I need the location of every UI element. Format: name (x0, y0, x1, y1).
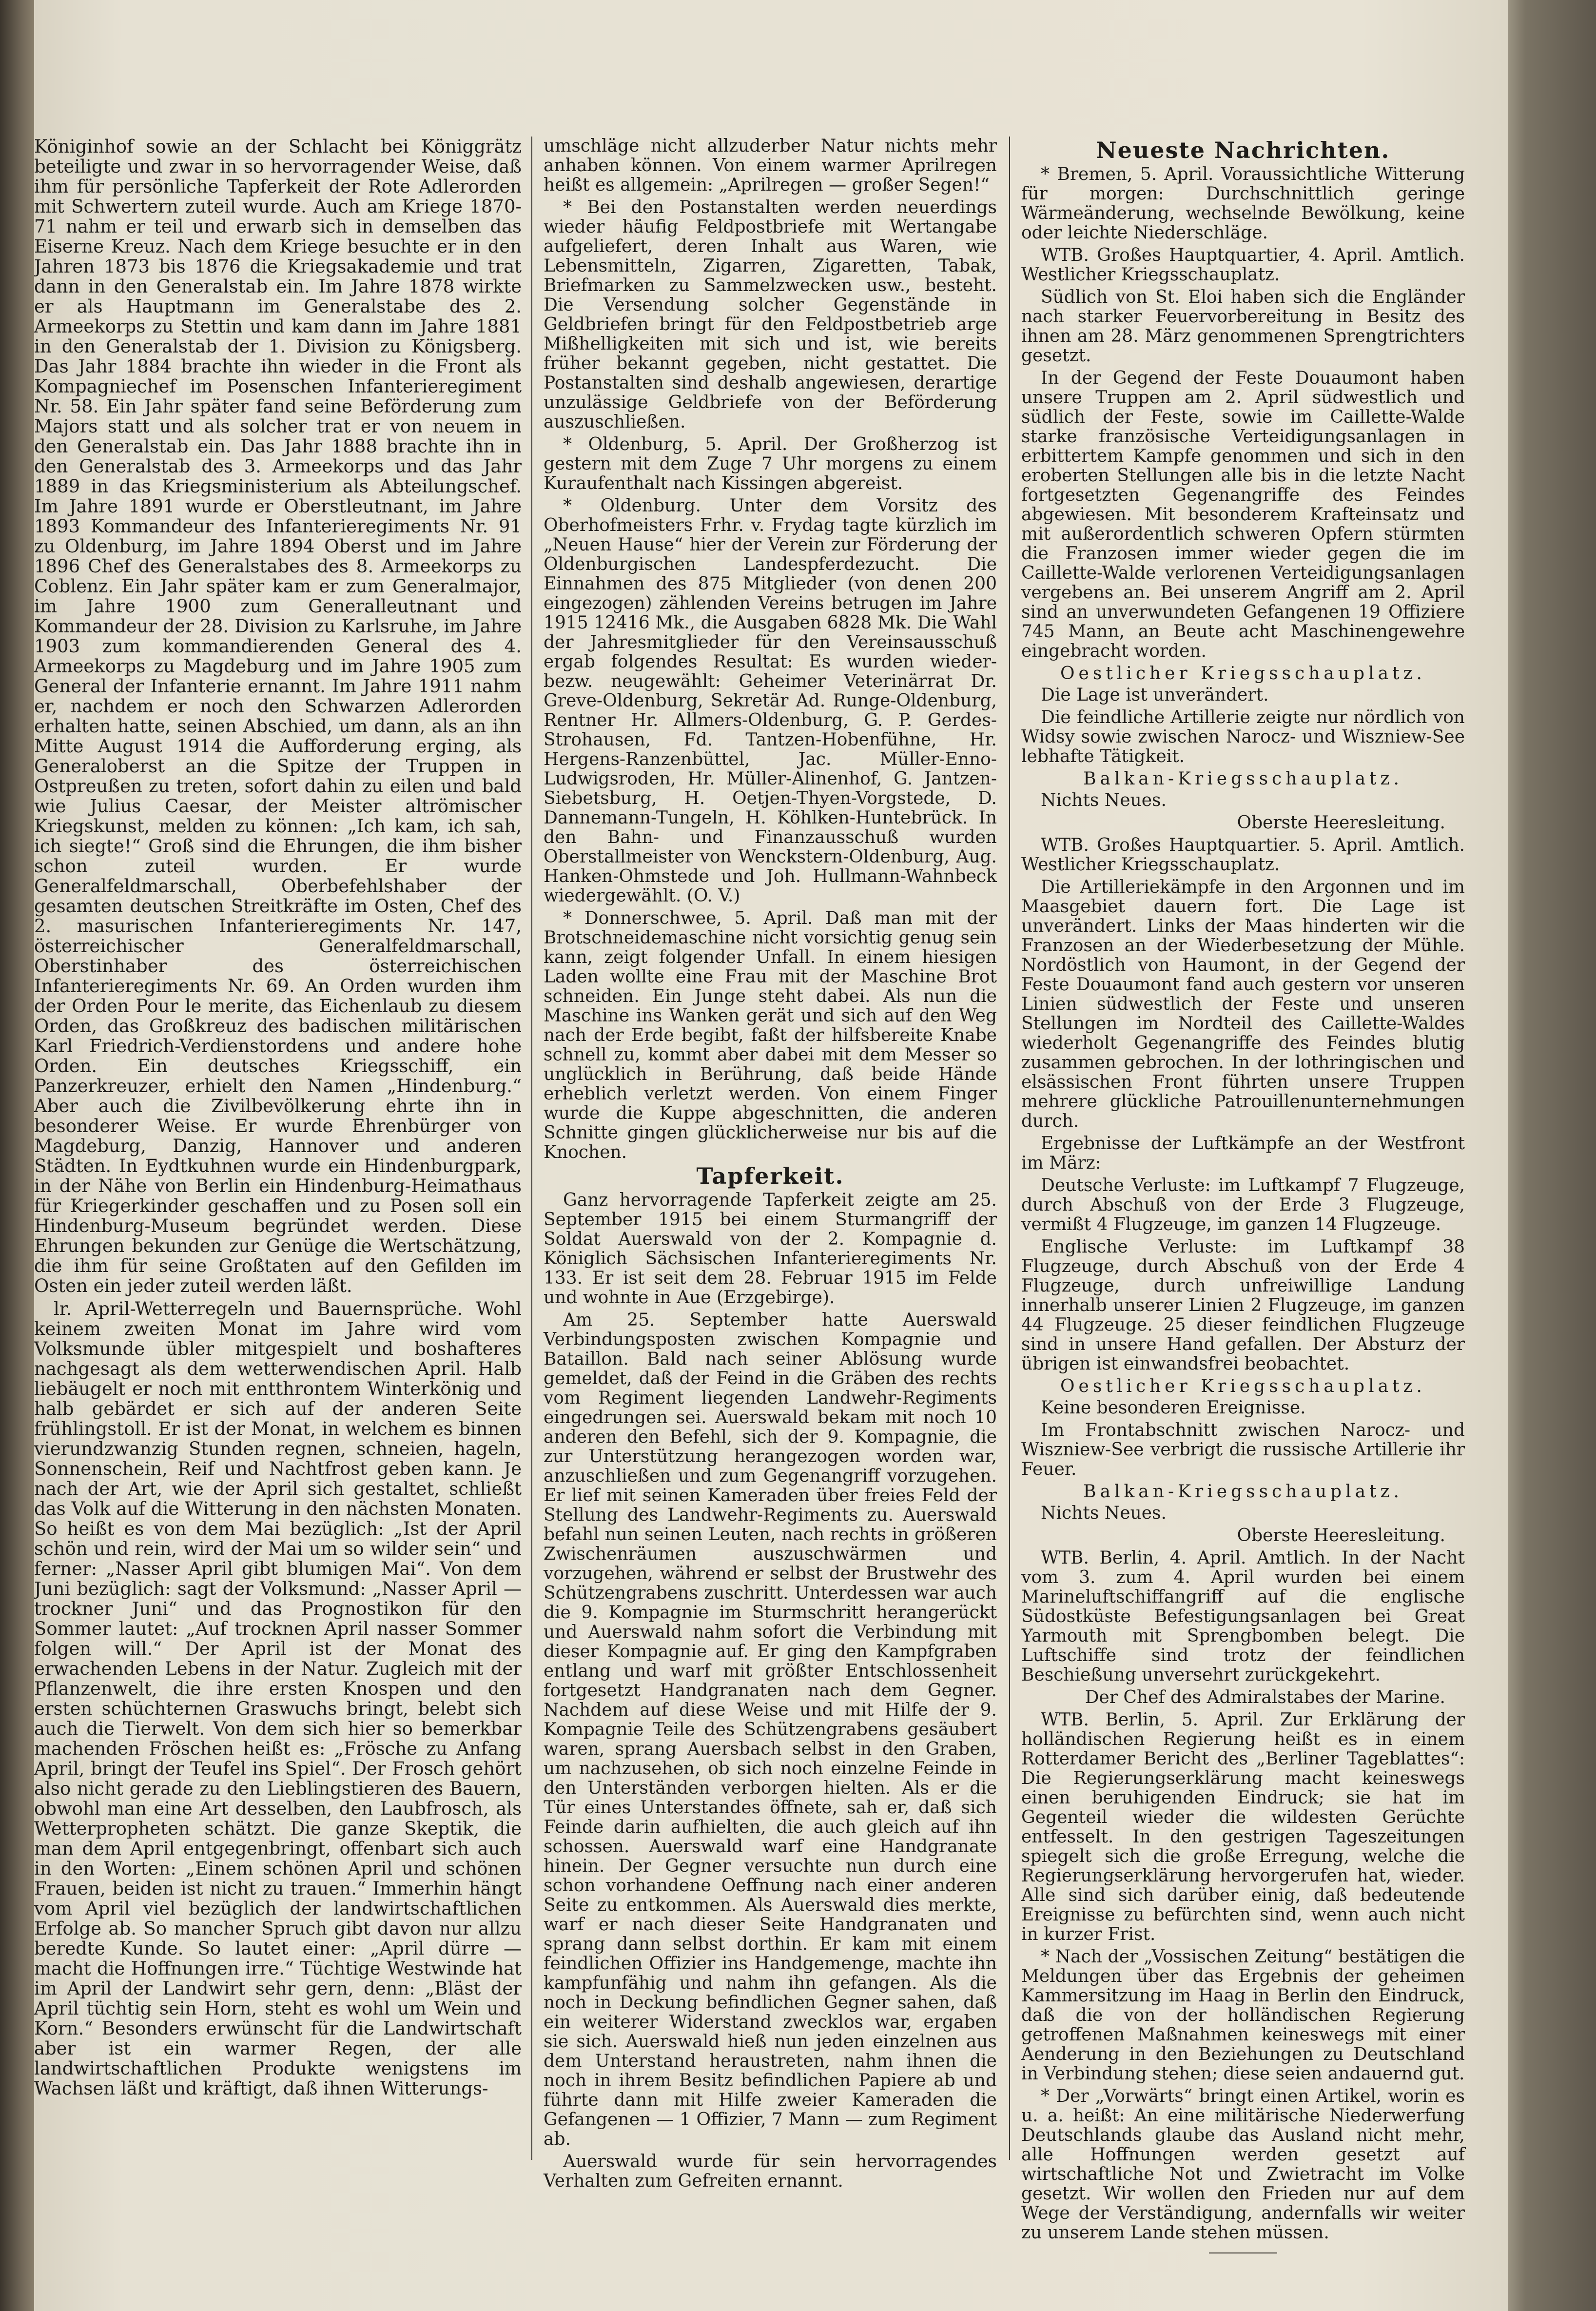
theatre-subheading: Oestlicher Kriegsschauplatz. (1060, 664, 1426, 684)
donnerschwee-notice: * Donnerschwee, 5. April. Daß man mit der Brotschneidemaschine nicht vorsichtig genug sein kann, zeigt folgender Unfall. In einem hiesigen Laden wollte eine Frau mit der Maschine Brot schneiden. Ein Junge steht dabei. Als nun die Maschine ins Wanken gerät und sich auf den Weg nach der Erde begibt, faßt der hilfsbereite Knabe schnell zu, kommt aber dabei mit dem Messer so unglücklich in Berührung, daß beide Hände erheblich verletzt werden. Von einem Finger wurde die Kuppe abgeschnitten, die anderen Schnitte gingen glücklicherweise nur bis auf die Knochen. (544, 908, 997, 1162)
signature-line: Oberste Heeresleitung. (1237, 813, 1445, 833)
tapferkeit-heading: Tapferkeit. (696, 1163, 844, 1189)
theatre-subheading: Balkan-Kriegsschauplatz. (1083, 769, 1403, 789)
news-paragraph: * Nach der „Vossischen Zeitung“ bestätigen die Meldungen über das Ergebnis der geheimen Kammersitzung im Haag in Berlin den Eindruck, daß die von der holländischen Regierung getroffenen Maßnahmen keineswegs mit einer Aenderung in den Beziehungen zu Deutschland in Verbindung stehen; diese seien andauernd gut. (1021, 1947, 1465, 2084)
news-paragraph: WTB. Großes Hauptquartier, 4. April. Amtlich. Westlicher Kriegsschauplatz. (1021, 245, 1465, 285)
news-paragraph: WTB. Berlin, 5. April. Zur Erklärung der holländischen Regierung heißt es in einem Rotterdamer Bericht des „Berliner Tageblattes“: Die Regierungserklärung macht keineswegs einen beruhigenden Eindruck; sie hat im Gegenteil wieder die wildesten Gerüchte entfesselt. In den gestrigen Tageszeitungen spiegelt sich die große Erregung, welche die Regierungserklärung hervorgerufen hat, wieder. Alle sind sich darüber einig, daß bedeutende Ereignisse zu befürchten sind, wenn auch nicht in kurzer Frist. (1021, 1710, 1465, 1944)
hindenburg-biography-text: Königinhof sowie an der Schlacht bei Königgrätz beteiligte und zwar in so hervorragender Weise, daß ihm für persönliche Tapferkeit der Rote Adlerorden mit Schwertern zuteil wurde. Auch am Kriege 1870-71 nahm er teil und erwarb sich in demselben das Eiserne Kreuz. Nach dem Kriege besuchte er in den Jahren 1873 bis 1876 die Kriegsakademie und trat dann in den Generalstab ein. Im Jahre 1878 wirkte er als Hauptmann im Generalstabe des 2. Armeekorps zu Stettin und kam dann im Jahre 1881 in den Generalstab der 1. Division zu Königsberg. Das Jahr 1884 brachte ihn wieder in die Front als Kompagniechef im Posenschen Infanterieregiment Nr. 58. Ein Jahr später fand seine Beförderung zum Majors statt und als solcher trat er von neuem in den Generalstab ein. Das Jahr 1888 brachte ihn in den Generalstab des 3. Armeekorps und das Jahr 1889 in das Kriegsministerium als Abteilungschef. Im Jahre 1891 wurde er Oberstleutnant, im Jahre 1893 Kommandeur des Infanterieregiments Nr. 91 zu Oldenburg, im Jahre 1894 Oberst und im Jahre 1896 Chef des Generalstabes des 8. Armeekorps zu Coblenz. Ein Jahr später kam er zum Generalmajor, im Jahre 1900 zum Generalleutnant und Kommandeur der 28. Division zu Karlsruhe, im Jahre 1903 zum kommandierenden General des 4. Armeekorps zu Magdeburg und im Jahre 1905 zum General der Infanterie ernannt. Im Jahre 1911 nahm er, nachdem er noch den Schwarzen Adlerorden erhalten hatte, seinen Abschied, um dann, als an ihn Mitte August 1914 die Aufforderung erging, als Generaloberst an die Spitze der Truppen in Ostpreußen zu treten, sofort dahin zu eilen und bald wie Julius Caesar, der Meister altrömischer Kriegskunst, melden zu können: „Ich kam, ich sah, ich siegte!“ Groß sind die Ehrungen, die ihm bisher schon zuteil wurden. Er wurde Generalfeldmarschall, Oberbefehlshaber der gesamten deutschen Streitkräfte im Osten, Chef des 2. masurischen Infanterieregiments Nr. 147, österreichischer Generalfeldmarschall, Oberstinhaber des österreichischen Infanterieregiments Nr. 69. An Orden wurden ihm der Orden Pour le merite, das Eichenlaub zu diesem Orden, das Großkreuz des badischen militärischen Karl Friedrich-Verdienstordens und andere hohe Orden. Ein deutsches Kriegsschiff, ein Panzerkreuzer, erhielt den Namen „Hindenburg.“ Aber auch die Zivilbevölkerung ehrte ihn in besonderer Weise. Er wurde Ehrenbürger von Magdeburg, Danzig, Hannover und anderen Städten. In Eydtkuhnen wurde ein Hindenburgpark, in der Nähe von Berlin ein Hindenburg-Heimathaus für Kriegerkinder geschaffen und zu Posen soll ein Hindenburg-Museum begründet werden. Diese Ehrungen bekunden zur Genüge die Wertschätzung, die ihm für seine Großtaten auf den Gefilden im Osten ein jeder zuteil werden läßt. (34, 136, 522, 1296)
oldenburg-pferdezucht-notice: * Oldenburg. Unter dem Vorsitz des Oberhofmeisters Frhr. v. Frydag tagte kürzlich im „Neuen Hause“ hier der Verein zur Förderung der Oldenburgischen Landespferdezucht. Die Einnahmen des 875 Mitglieder (von denen 200 eingezogen) zählenden Vereins betrugen im Jahre 1915 12416 Mk., die Ausgaben 6828 Mk. Die Wahl der Jahresmitglieder für den Vereinsausschuß ergab folgendes Resultat: Es wurden wieder- bezw. neugewählt: Geheimer Veterinärrat Dr. Greve-Oldenburg, Sekretär Ad. Runge-Oldenburg, Rentner Hr. Allmers-Oldenburg, G. P. Gerdes-Strohausen, Fd. Tantzen-Hobenfühne, Hr. Hergens-Ranzenbüttel, Jac. Müller-Enno-Ludwigsroden, Hr. Müller-Alinenhof, G. Jantzen-Siebetsburg, H. Oetjen-Thyen-Vorgstede, D. Dannemann-Tungeln, H. Köhlken-Huntebrück. In den Bahn- und Finanzausschuß wurden Oberstallmeister von Wenckstern-Oldenburg, Aug. Hanken-Ohmstede und Joh. Hullmann-Wahnbeck wiedergewählt. (O. V.) (544, 496, 997, 906)
news-paragraph: Ergebnisse der Luftkämpfe an der Westfront im März: (1021, 1134, 1465, 1173)
newspaper-page (34, 0, 1508, 2311)
end-rule (1209, 2252, 1277, 2253)
news-paragraph: Englische Verluste: im Luftkampf 38 Flugzeuge, durch Abschuß von der Erde 4 Flugzeuge, durch unfreiwillige Landung innerhalb unserer Linien 2 Flugzeuge, im ganzen 44 Flugzeuge. 25 dieser feindlichen Flugzeuge sind in unsere Hand gefallen. Der Absturz der übrigen ist einwandsfrei beobachtet. (1021, 1237, 1465, 1374)
theatre-subheading: Oestlicher Kriegsschauplatz. (1060, 1376, 1426, 1396)
news-paragraph: In der Gegend der Feste Douaumont haben unsere Truppen am 2. April südwestlich und südlich der Feste, sowie im Caillette-Walde starke französische Verteidigungsanlagen in erbittertem Kampfe genommen und sich in den eroberten Stellungen alle bis in die letzte Nacht fortgesetzten Gegenangriffe des Feindes abgewiesen. Mit besonderem Krafteinsatz und mit außerordentlich schweren Opfern stürmten die Franzosen immer wieder gegen die im Caillette-Walde verlorenen Verteidigungsanlagen vergebens an. Bei unserem Angriff am 2. April sind an unverwundeten Gefangenen 19 Offiziere 745 Mann, an Beute acht Maschinengewehre eingebracht worden. (1021, 368, 1465, 661)
news-paragraph: WTB. Großes Hauptquartier. 5. April. Amtlich. Westlicher Kriegsschauplatz. (1021, 835, 1465, 875)
oldenburg-grossherzog-notice: * Oldenburg, 5. April. Der Großherzog ist gestern mit dem Zuge 7 Uhr morgens zu einem Kuraufenthalt nach Kissingen abgereist. (544, 434, 997, 493)
news-body (1021, 165, 1465, 2243)
theatre-subheading: Balkan-Kriegsschauplatz. (1083, 1482, 1403, 1502)
april-weather-article: lr. April-Wetterregeln und Bauernsprüche. Wohl keinem zweiten Monat im Jahre wird vom Volksmunde übler mitgespielt und boshafteres nachgesagt als dem wetterwendischen April. Halb liebäugelt er noch mit entthrontem Winterkönig und halb gebärdet er sich auf der anderen Seite frühlingstoll. Er ist der Monat, in welchem es binnen vierundzwanzig Stunden regnen, schneien, hageln, Sonnenschein, Reif und Nachtfrost geben kann. Je nach der Art, wie der April sich gestaltet, schließt das Volk auf die Witterung in den nächsten Monaten. So heißt es von dem Mai bezüglich: „Ist der April schön und rein, wird der Mai um so wilder sein“ und ferner: „Nasser April gibt blumigen Mai“. Von dem Juni bezüglich: sagt der Volksmund: „Nasser April — trockner Juni“ und das Prognostikon für den Sommer lautet: „Auf trocknen April nasser Sommer folgen will.“ Der April ist der Monat des erwachenden Lebens in der Natur. Zugleich mit der Pflanzenwelt, die ihre ersten Knospen und den ersten schüchternen Graswuchs bringt, belebt sich auch die Tierwelt. Von dem sich hier so bemerkbar machenden Fröschen heißt es: „Frösche zu Anfang April, bringt der Teufel ins Spiel“. Der Frosch gehört also nicht gerade zu den Lieblingstieren des Bauern, obwohl man eine Art desselben, den Laubfrosch, als Wetterpropheten schätzt. Die ganze Skeptik, die man dem April entgegenbringt, offenbart sich auch in den Worten: „Einem schönen April und schönen Frauen, beiden ist nicht zu trauen.“ Immerhin hängt vom April viel bezüglich der landwirtschaftlichen Erfolge ab. So mancher Spruch gibt davon nur allzu beredte Kunde. So lautet einer: „April dürre — macht die Hoffnungen irre.“ Tüchtige Westwinde hat im April der Landwirt sehr gern, denn: „Bläst der April tüchtig sein Horn, steht es wohl um Wein und Korn.“ Besonders erwünscht für die Landwirtschaft aber ist ein warmer Regen, der alle landwirtschaftlichen Produkte wenigstens im Wachsen läßt und kräftigt, daß ihnen Witterungs- (34, 1298, 522, 2099)
news-paragraph: Nichts Neues. (1041, 790, 1167, 810)
tapferkeit-paragraph: Auerswald wurde für sein hervorragendes Verhalten zum Gefreiten ernannt. (544, 2152, 997, 2191)
signature-line: Oberste Heeresleitung. (1237, 1526, 1445, 1546)
column-left (34, 137, 522, 2101)
news-paragraph: * Bremen, 5. April. Voraussichtliche Witterung für morgen: Durchschnittlich geringe Wärmeänderung, wechselnde Bewölkung, keine oder leichte Niederschläge. (1021, 164, 1465, 243)
news-heading: Neueste Nachrichten. (1096, 137, 1390, 163)
news-paragraph: * Der „Vorwärts“ bringt einen Artikel, worin es u. a. heißt: An eine militärische Niederwerfung Deutschlands glaube das Ausland nicht mehr, alle Hoffnungen werden gesetzt auf wirtschaftliche Not und Zwietracht im Volke gesetzt. Wir wollen den Frieden nur auf dem Wege der Verständigung, andernfalls wir weiter zu unserem Lande stehen müssen. (1021, 2086, 1465, 2243)
news-paragraph: Im Frontabschnitt zwischen Narocz- und Wiszniew-See verbrigt die russische Artillerie ihr Feuer. (1021, 1420, 1465, 1479)
tapferkeit-paragraph: Ganz hervorragende Tapferkeit zeigte am 25. September 1915 bei einem Sturmangriff der Soldat Auerswald von der 2. Kompagnie d. Königlich Sächsischen Infanterieregiments Nr. 133. Er ist seit dem 28. Februar 1915 im Felde und wohnte in Aue (Erzgebirge). (544, 1190, 997, 1308)
signature-line: Der Chef des Admiralstabes der Marine. (1085, 1687, 1445, 1707)
news-paragraph: Die Lage ist unverändert. (1041, 685, 1269, 705)
news-paragraph: Deutsche Verluste: im Luftkampf 7 Flugzeuge, durch Abschuß von der Erde 3 Flugzeuge, vermißt 4 Flugzeuge, im ganzen 14 Flugzeuge. (1021, 1175, 1465, 1234)
news-paragraph: Keine besonderen Ereignisse. (1041, 1398, 1306, 1418)
feldpost-notice: * Bei den Postanstalten werden neuerdings wieder häufig Feldpostbriefe mit Wertangabe aufgeliefert, deren Inhalt aus Waren, wie Lebensmitteln, Zigarren, Zigaretten, Tabak, Briefmarken zu Sammelzwecken usw., besteht. Die Versendung solcher Gegenstände in Geldbriefen bringt für den Feldpostbetrieb arge Mißhelligkeiten mit sich und ist, wie bereits früher bekannt gegeben, nicht gestattet. Die Postanstalten sind deshalb angewiesen, derartige unzulässige Geldbriefe von der Beförderung auszuschließen. (544, 197, 997, 432)
page-edge (1508, 0, 1596, 2311)
book-binding (0, 0, 34, 2311)
news-paragraph: Nichts Neues. (1041, 1503, 1167, 1523)
article-continuation: umschläge nicht allzuderber Natur nichts mehr anhaben können. Von einem warmer Aprilregen heißt es allgemein: „Aprilregen — großer Segen!“ (544, 136, 997, 195)
news-paragraph: Die Artilleriekämpfe in den Argonnen und im Maasgebiet dauern fort. Die Lage ist unverändert. Links der Maas hinderten wir die Franzosen an der Wiederbesetzung der Mühle. Nordöstlich von Haumont, in der Gegend der Feste Douaumont fand auch gestern vor unseren Linien südwestlich der Feste und unseren Stellungen im Nordteil des Caillette-Waldes wiederholt Gegenangriffe des Feindes blutig zusammen gebrochen. In der lothringischen und elsässischen Front führten unsere Truppen mehrere glückliche Patrouillenunternehmungen durch. (1021, 877, 1465, 1131)
news-paragraph: WTB. Berlin, 4. April. Amtlich. In der Nacht vom 3. zum 4. April wurden bei einem Marineluftschiffangriff auf die englische Südostküste Befestigungsanlagen bei Great Yarmouth mit Sprengbomben belegt. Die Luftschiffe sind trotz der feindlichen Beschießung unversehrt zurückgekehrt. (1021, 1548, 1465, 1685)
column-middle (544, 137, 997, 2194)
column-rule (531, 137, 532, 2160)
news-paragraph: Die feindliche Artillerie zeigte nur nördlich von Widsy sowie zwischen Narocz- und Wiszniew-See lebhafte Tätigkeit. (1021, 707, 1465, 766)
column-right (1021, 137, 1465, 2253)
tapferkeit-paragraph: Am 25. September hatte Auerswald Verbindungsposten zwischen Kompagnie und Bataillon. Bald nach seiner Ablösung wurde gemeldet, daß der Feind in die Gräben des rechts vom Regiment liegenden Landwehr-Regiments eingedrungen sei. Auerswald bekam mit noch 10 anderen den Befehl, sich der 9. Kompagnie, die zur Unterstützung herangezogen worden war, anzuschließen und zum Gegenangriff vorzugehen. Er lief mit seinen Kameraden über freies Feld der Stellung des Landwehr-Regiments zu. Auerswald befahl nun seinen Leuten, nach rechts in größeren Zwischenräumen auszuschwärmen und vorzugehen, während er selbst der Brustwehr des Schützengrabens zuschritt. Unterdessen war auch die 9. Kompagnie im Sturmschritt herangerückt und Auerswald nahm sofort die Verbindung mit dieser Kompagnie auf. Er ging den Kampfgraben entlang und warf mit größter Entschlossenheit fortgesetzt Handgranaten nach dem Gegner. Nachdem auf diese Weise und mit Hilfe der 9. Kompagnie Teile des Schützengrabens gesäubert waren, sprang Auersbach selbst in den Graben, um nachzusehen, ob sich noch einzelne Feinde in den Unterständen verborgen hielten. Als er die Tür eines Unterstandes öffnete, sah er, daß sich Feinde darin aufhielten, die auch gleich auf ihn schossen. Auerswald warf eine Handgranate hinein. Der Gegner versuchte nun durch eine schon vorhandene Oeffnung nach einer anderen Seite zu entkommen. Als Auerswald dies merkte, warf er nach dieser Seite Handgranaten und sprang dann selbst dorthin. Er kam mit einem feindlichen Offizier ins Handgemenge, machte ihn kampfunfähig und nahm ihn gefangen. Als die noch in Deckung befindlichen Gegner sahen, daß ein weiterer Widerstand zwecklos war, ergaben sie sich. Auerswald hieß nun jeden einzelnen aus dem Unterstand heraustreten, nahm ihnen die noch in ihrem Besitz befindlichen Papiere ab und führte dann mit Hilfe zweier Kameraden die Gefangenen — 1 Offizier, 7 Mann — zum Regiment ab. (544, 1310, 997, 2149)
news-paragraph: Südlich von St. Eloi haben sich die Engländer nach starker Feuervorbereitung in Besitz des ihnen am 28. März genommenen Sprengtrichters gesetzt. (1021, 287, 1465, 366)
column-rule (1009, 137, 1010, 2160)
